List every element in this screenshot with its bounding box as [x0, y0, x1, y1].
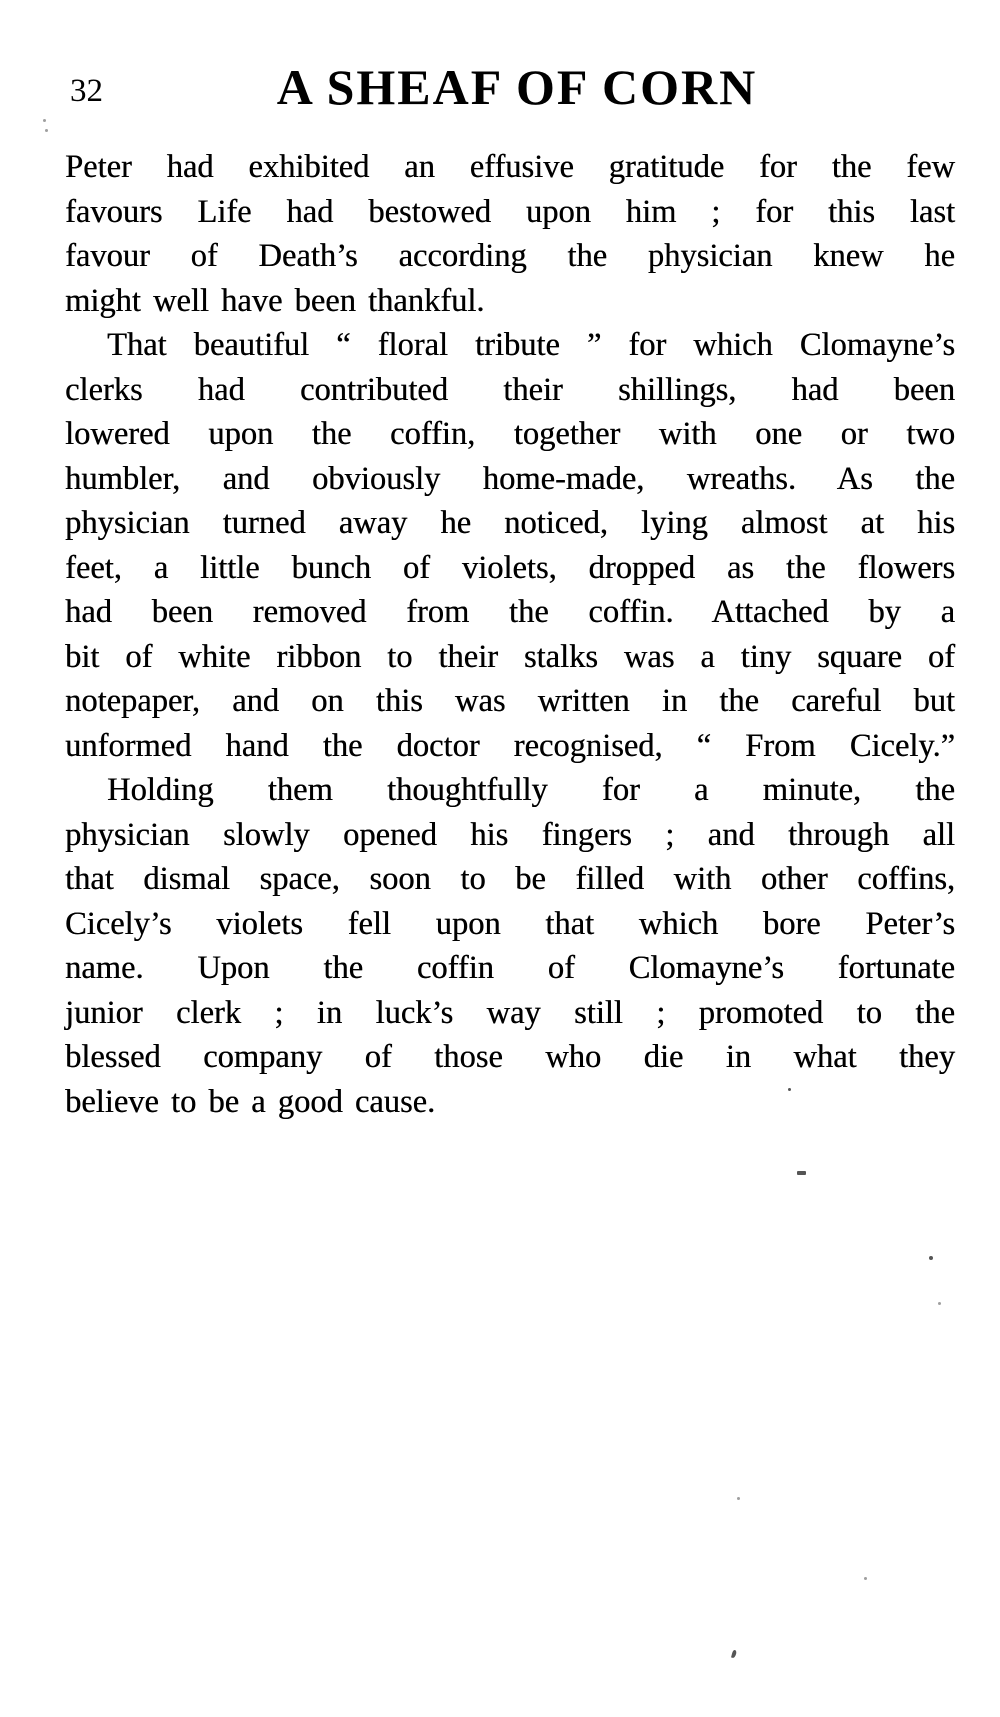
text-line: had been removed from the coffin. Attached by a [65, 594, 955, 630]
text-line: favour of Death’s according the physician knew he [65, 238, 955, 274]
text-line: Peter had exhibited an effusive gratitude for the few [65, 149, 955, 185]
text-line: humbler, and obviously home-made, wreaths. As the [65, 460, 955, 497]
text-line: feet, a little bunch of violets, dropped as the flowers [65, 549, 955, 586]
page-body [65, 145, 955, 1124]
text-line: That beautiful “ floral tribute ” for which Clomayne’s [107, 327, 955, 363]
scan-speck [788, 1088, 791, 1091]
text-line: Cicely’s violets fell upon that which bore Peter’s [65, 905, 955, 942]
text-line: might well have been thankful. [65, 282, 485, 319]
scan-speck [938, 1302, 941, 1305]
scan-speck [737, 1497, 740, 1500]
text-line: lowered upon the coffin, together with one or two [65, 416, 955, 452]
text-line: name. Upon the coffin of Clomayne’s fortunate [65, 950, 955, 986]
paragraph [65, 323, 955, 768]
text-line: bit of white ribbon to their stalks was a tiny square of [65, 638, 955, 675]
text-line: physician turned away he noticed, lying almost at his [65, 505, 955, 541]
page-number: 32 [70, 73, 103, 109]
text-line: blessed company of those who die in what they [65, 1039, 955, 1075]
paragraph [65, 145, 955, 323]
text-line: physician slowly opened his fingers ; and through all [65, 816, 955, 853]
text-line: that dismal space, soon to be filled with other coffins, [65, 861, 955, 897]
text-line: Holding them thoughtfully for a minute, the [107, 772, 955, 808]
scan-speck [797, 1171, 806, 1175]
text-line: notepaper, and on this was written in the careful but [65, 683, 955, 719]
scan-speck [45, 129, 48, 132]
scan-speck [929, 1256, 933, 1260]
scan-speck [864, 1577, 867, 1580]
text-line: favours Life had bestowed upon him ; for this last [65, 193, 955, 230]
text-line: believe to be a good cause. [65, 1083, 436, 1120]
text-line: unformed hand the doctor recognised, “ From Cicely.” [65, 727, 955, 764]
text-line: junior clerk ; in luck’s way still ; promoted to the [65, 994, 955, 1031]
running-title: A SHEAF OF CORN [276, 59, 758, 115]
scan-speck [43, 119, 46, 122]
paragraph [65, 768, 955, 1124]
text-line: clerks had contributed their shillings, had been [65, 371, 955, 408]
scan-speck [731, 1650, 737, 1659]
